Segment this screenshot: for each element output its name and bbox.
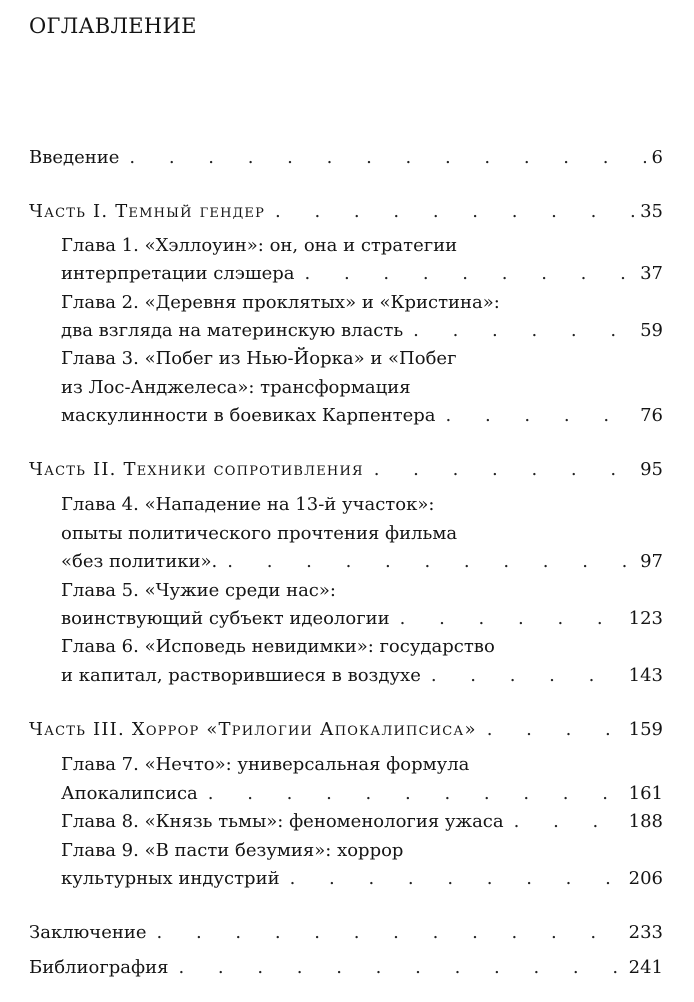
page-number: 233 — [628, 922, 663, 943]
entry-line: маскулинности в боевиках Карпентера — [61, 405, 436, 426]
entry-line: опыты политического прочтения фильма — [61, 523, 458, 544]
leader-dots — [446, 402, 635, 430]
leader-dots — [129, 144, 645, 172]
entry-title: Введение — [29, 147, 120, 168]
entry-line: два взгляда на материнскую власть — [61, 320, 404, 341]
entry-line: Глава 2. «Деревня проклятых» и «Кристина»: — [61, 292, 500, 313]
leader-dots — [290, 865, 623, 893]
entry-line: и капитал, растворившиеся в воздухе — [61, 665, 421, 686]
entry-title: Заключение — [29, 922, 147, 943]
entry-line: Глава 4. «Нападение на 13-й участок»: — [61, 494, 435, 515]
entry-line: Глава 1. «Хэллоуин»: он, она и стратегии — [61, 235, 458, 256]
page-number: 123 — [628, 608, 663, 629]
leader-dots — [431, 662, 623, 690]
entry-line: Глава 8. «Князь тьмы»: феноменология ужаса — [61, 811, 504, 832]
leader-dots — [178, 954, 622, 982]
part-title: Часть I. Темный гендер — [29, 201, 266, 222]
entry-line: Глава 9. «В пасти безумия»: хоррор — [61, 840, 404, 861]
entry-line: Глава 5. «Чужие среди нас»: — [61, 580, 336, 601]
entry-line: Глава 7. «Нечто»: универсальная формула — [61, 754, 470, 775]
leader-dots — [208, 780, 623, 808]
entry-line: интерпретации слэшера — [61, 263, 295, 284]
leader-dots — [157, 919, 623, 947]
page-number: 97 — [640, 551, 663, 572]
leader-dots — [514, 808, 623, 836]
entry-line: культурных индустрий — [61, 868, 280, 889]
leader-dots — [374, 456, 634, 484]
part-title: Часть II. Техники сопротивления — [29, 459, 364, 480]
page-number: 37 — [640, 263, 663, 284]
entry-line: воинствующий субъект идеологии — [61, 608, 390, 629]
page-number: 95 — [640, 459, 663, 480]
page-number: 206 — [628, 868, 663, 889]
entry-line: из Лос-Анджелеса»: трансформация — [61, 377, 411, 398]
leader-dots — [275, 198, 634, 226]
leader-dots — [400, 605, 623, 633]
leader-dots — [227, 548, 634, 576]
page-number: 59 — [640, 320, 663, 341]
entry-line: «без политики». — [61, 551, 218, 572]
page-number: 6 — [651, 147, 663, 168]
part-title: Часть III. Хоррор «Трилогии Апокалипсиса» — [29, 719, 477, 740]
leader-dots — [487, 716, 623, 744]
page-number: 241 — [628, 957, 663, 978]
page-number: 159 — [628, 719, 663, 740]
leader-dots — [413, 317, 634, 345]
page-number: 35 — [640, 201, 663, 222]
page-title: ОГЛАВЛЕНИЕ — [29, 14, 197, 38]
entry-title: Библиография — [29, 957, 169, 978]
leader-dots — [305, 260, 635, 288]
entry-line: Глава 3. «Побег из Нью-Йорка» и «Побег — [61, 348, 457, 369]
page-number: 76 — [640, 405, 663, 426]
page-number: 143 — [628, 665, 663, 686]
entry-line: Апокалипсиса — [61, 783, 198, 804]
page-number: 161 — [628, 783, 663, 804]
page-number: 188 — [628, 811, 663, 832]
entry-line: Глава 6. «Исповедь невидимки»: государство — [61, 636, 495, 657]
